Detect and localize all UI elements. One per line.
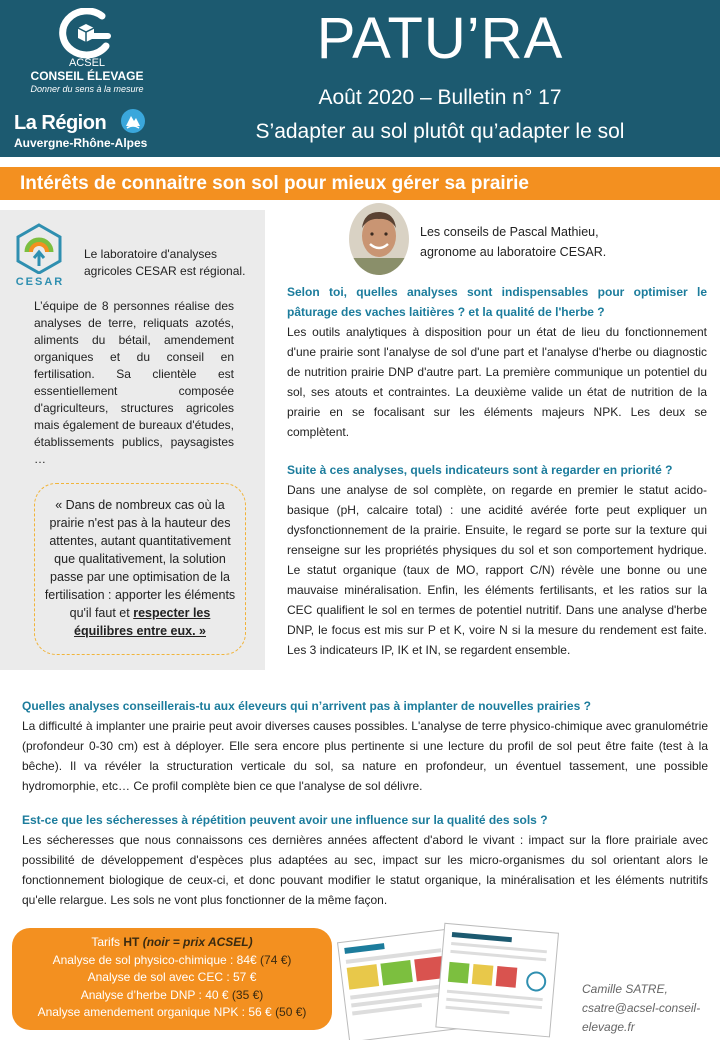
answer-2: Dans une analyse de sol complète, on regarde en premier le statut acido-basique (pH, calcaire total) : une acidité avérée forte peut expliquer un dysfonctionnement de la prairie. Ensuite, le regard se porte sur la texture qui renseigne sur les propriétés physiques du sol et son comportement hydrique. Le statut organique (taux de MO, rapport C/N) révèle une bonne ou une mauvaise minéralisation. Enfin, les éléments fertilisants, et les ratios sur la CEC qualifient le sol en termes de potentiel nutritif. Dans une analyse d'herbe DNP, le focus est mis sur P et K, voire N si la mesure du rendement est faite. Les 3 indicateurs IP, IK et IN, se regardent ensemble. xyxy=(287,483,707,657)
pricing-line-3 xyxy=(12,987,332,1005)
cesar-logo-label: CESAR xyxy=(15,276,65,288)
quote-text xyxy=(44,496,236,640)
pricing-line-3-label: Analyse d’herbe DNP : 40 € xyxy=(80,987,229,1002)
question-4: Est-ce que les sécheresses à répétition peuvent avoir une influence sur la qualité des sols ? xyxy=(22,813,548,827)
answer-4: Les sécheresses que nous connaissons ces dernières années affectent d'abord le vivant : impact sur la flore prairiale avec possibilité de développement d'espèces plus adaptées au sec, impact sur les micro-organismes du sol orientant alors le fonctionnement biologique de ceux-ci, et donc pouvant modifier le statut organique, la minéralisation et les éléments nutritifs qu'elle relargue. Les sols ne vont plus fonctionner de la même façon. xyxy=(22,833,708,907)
pricing-line-2: Analyse de sol avec CEC : 57 € xyxy=(87,970,257,984)
issue-line: Août 2020 – Bulletin n° 17 xyxy=(318,86,562,109)
pricing-line-1-label: Analyse de sol physico-chimique : 84€ xyxy=(52,952,257,967)
pricing-line-1 xyxy=(12,952,332,970)
author-email[interactable]: csatre@acsel-conseil-elevage.fr xyxy=(582,1001,701,1034)
question-2: Suite à ces analyses, quels indicateurs sont à regarder en priorité ? xyxy=(287,463,673,477)
portrait-photo xyxy=(348,202,410,276)
pricing-line-4 xyxy=(12,1004,332,1022)
pricing-title-note: (noir = prix ACSEL) xyxy=(142,935,253,949)
interview-intro xyxy=(420,222,700,262)
acsel-tagline: Donner du sens à la mesure xyxy=(30,84,144,94)
team-description: L’équipe de 8 personnes réalise des analyses de terre, reliquats azotés, aliments du bétail, amendement organiques et du conseil en fertilisation. Sa clientèle est essentiellement composée d'agriculteurs, structures agricoles mais également de bureaux d'études, établissements publics, paysagistes … xyxy=(34,299,234,466)
region-name: La Région xyxy=(14,112,107,134)
question-1: Selon toi, quelles analyses sont indispensables pour optimiser le pâturage des vaches laitières ? et la qualité de l'herbe ? xyxy=(287,285,707,319)
page-title: PATU’RA xyxy=(316,6,564,71)
lab-description: Le laboratoire d'analyses agricoles CESAR est régional. xyxy=(84,247,246,278)
author-name: Camille SATRE, xyxy=(582,982,668,996)
pricing-line-1-acsel: (74 €) xyxy=(260,952,292,967)
pricing-line-3-acsel: (35 €) xyxy=(231,987,264,1002)
cesar-logo-icon xyxy=(14,222,64,274)
acsel-conseil-elevage: CONSEIL ÉLEVAGE xyxy=(30,69,144,83)
page-subtitle: S’adapter au sol plutôt qu’adapter le sol xyxy=(255,120,625,143)
interview-intro-line2: agronome au laboratoire CESAR. xyxy=(420,245,607,259)
interview-intro-line1: Les conseils de Pascal Mathieu, xyxy=(420,225,599,239)
question-3: Quelles analyses conseillerais-tu aux éleveurs qui n’arrivent pas à implanter de nouvelles prairies ? xyxy=(22,699,591,713)
pricing-list xyxy=(12,934,332,1022)
quote-emphasis: respecter les équilibres entre eux. » xyxy=(74,606,211,638)
pricing-title xyxy=(12,934,332,952)
pricing-title-ht: HT xyxy=(123,935,140,949)
acsel-name: ACSEL xyxy=(68,57,106,69)
quote-plain: « Dans de nombreux cas où la prairie n'est pas à la hauteur des attentes, autant quantitativement que qualitativement, la solution passe par une optimisation de la fertilisation : apporter les éléments qu'il faut et xyxy=(44,498,236,620)
sample-reports-image xyxy=(336,922,562,1040)
acsel-logo-icon xyxy=(58,8,118,60)
answer-1: Les outils analytiques à disposition pour un état de lieu du fonctionnement d'une prairie sont l'analyse de sol d'une part et l'analyse d'herbe ou diagnostic de nutrition prairie DNP d'autre part. La première communique un potentiel du sol, ses atouts et contraintes. La deuxième valide un état de nutrition de la prairie en se focalisant sur les éléments majeurs NPK. Les deux se complètent. xyxy=(287,325,707,439)
region-subtitle: Auvergne-Rhône-Alpes xyxy=(14,136,148,150)
pricing-line-4-label: Analyse amendement organique NPK : 56 € xyxy=(37,1005,272,1019)
author-signature xyxy=(582,980,712,1037)
pricing-title-prefix: Tarifs xyxy=(91,935,121,949)
region-logo-icon xyxy=(120,108,146,134)
pricing-line-4-acsel: (50 €) xyxy=(275,1005,307,1019)
section-banner-title: Intérêts de connaitre son sol pour mieux gérer sa prairie xyxy=(20,173,529,194)
answer-3: La difficulté à implanter une prairie peut avoir diverses causes possibles. L'analyse de terre physico-chimique avec granulométrie (profondeur 0-30 cm) est à déployer. Elle sera encore plus pertinente si une lecture du profil de sol peut être faite (test à la bêche). Il va révéler la structuration verticale du sol, sa nature en profondeur, un éventuel tassement, une possible hydromorphie, etc… Ce profil complète bien ce que l'analyse de sol délivre. xyxy=(22,719,708,793)
